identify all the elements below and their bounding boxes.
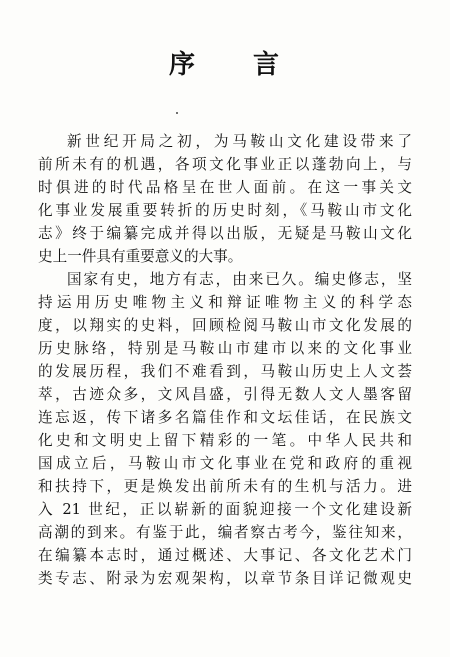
page-title (0, 44, 450, 81)
paragraph-1-line-3: 时俱进的时代品格呈在世人面前。在这一事关文 (38, 179, 412, 196)
paragraph-2-line-8: 化史和文明史上留下精彩的一笔。中华人民共和 (38, 432, 412, 449)
paragraph-2-line-5: 的发展历程，我们不难看到，马鞍山历史上人文荟 (38, 363, 412, 380)
paragraph-1-line-4: 化事业发展重要转折的历史时刻，《马鞍山市文化 (38, 202, 412, 219)
print-speck (176, 112, 178, 114)
paragraph-2-line-1: 国家有史，地方有志，由来已久。编史修志，坚 (67, 271, 412, 288)
paragraph-2-line-12: 高潮的到来。有鉴于此，编者察古考今，鉴往知来， (38, 524, 412, 541)
paragraph-2-line-6: 萃，古迹众多，文风昌盛，引得无数人文人墨客留 (38, 386, 412, 403)
preface-body (38, 130, 412, 590)
paragraph-2-line-2: 持运用历史唯物主义和辩证唯物主义的科学态 (38, 294, 412, 311)
paragraph-2-line-13: 在编纂本志时，通过概述、大事记、各文化艺术门 (38, 547, 412, 564)
title-char-2: 言 (253, 50, 282, 80)
paragraph-1-line-6: 史上一件具有重要意义的大事。 (38, 248, 243, 265)
paragraph-2-line-7: 连忘返，传下诸多名篇佳作和文坛佳话，在民族文 (38, 409, 412, 426)
title-char-1: 序 (168, 50, 197, 80)
paragraph-1-line-5: 志》终于编纂完成并得以出版，无疑是马鞍山文化 (38, 225, 412, 242)
paragraph-2-line-3: 度，以翔实的史料，回顾检阅马鞍山市文化发展的 (38, 317, 412, 334)
paragraph-2-line-11: 入 21 世纪，正以崭新的面貌迎接一个文化建设新 (38, 501, 412, 518)
paragraph-1-line-1: 新世纪开局之初，为马鞍山文化建设带来了 (67, 133, 412, 150)
paragraph-2-line-14: 类专志、附录为宏观架构，以章节条目详记微观史 (38, 570, 412, 587)
paragraph-1-line-2: 前所未有的机遇，各项文化事业正以蓬勃向上，与 (38, 156, 412, 173)
paragraph-2-line-10: 和扶持下，更是焕发出前所未有的生机与活力。进 (38, 478, 412, 495)
paragraph-2-line-9: 国成立后，马鞍山市文化事业在党和政府的重视 (38, 455, 412, 472)
paragraph-2-line-4: 历史脉络，特别是马鞍山市建市以来的文化事业 (38, 340, 412, 357)
